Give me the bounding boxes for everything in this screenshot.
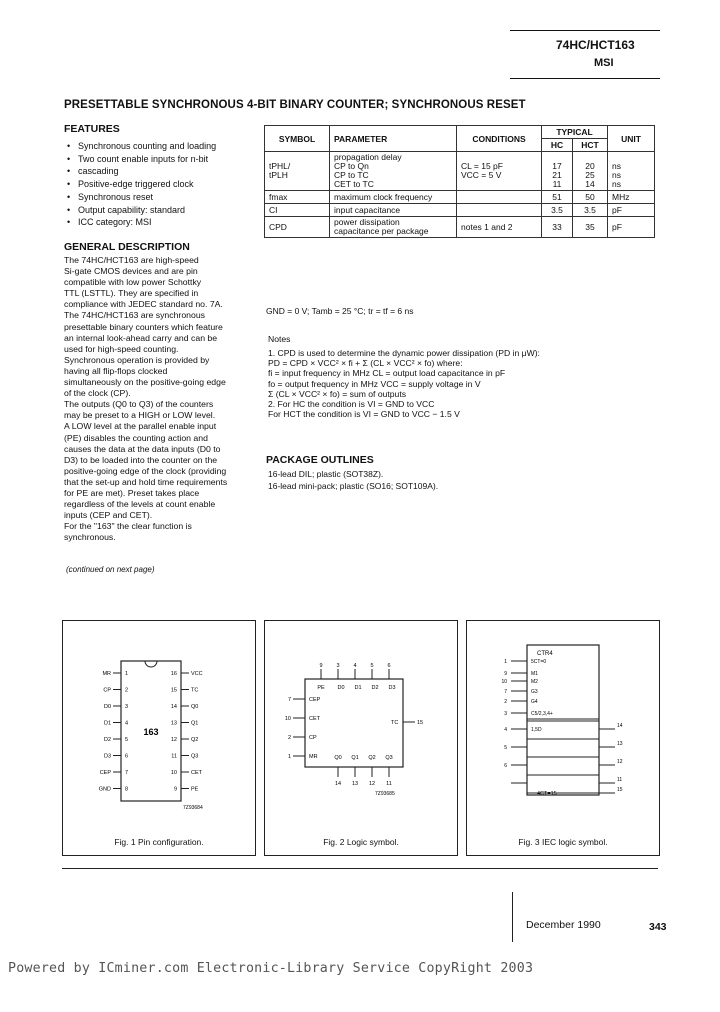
pin-number: 12: [170, 737, 177, 743]
feature-item: • ICC category: MSI: [64, 216, 264, 229]
table-row: [265, 191, 655, 204]
figure-iec-symbol: [466, 620, 660, 856]
figure-caption: Fig. 2 Logic symbol.: [323, 837, 399, 847]
pin-label: 5CT=0: [531, 659, 547, 665]
col-hc: HC: [542, 139, 573, 152]
pin-number: 9: [504, 671, 507, 677]
cell-hc: 17 21 11: [542, 152, 573, 191]
pin-number: 7: [125, 770, 129, 776]
pin-number: 3: [336, 663, 340, 669]
pin-label: M1: [531, 671, 538, 677]
cell-hc: 33: [542, 217, 573, 238]
cell-unit: ns ns ns: [608, 152, 655, 191]
pin-number: 2: [504, 699, 507, 705]
pin-label: CET: [309, 716, 320, 722]
pin-number: 6: [125, 753, 129, 760]
col-hct: HCT: [573, 139, 608, 152]
pin-number: 5: [504, 745, 507, 751]
pin-label: MR: [309, 754, 318, 760]
cell-symbol: CPD: [265, 217, 330, 238]
feature-item: • cascading: [64, 165, 264, 178]
pin-number: 11: [171, 753, 177, 760]
pin-number: 7: [287, 697, 291, 703]
pin-label: CEP: [309, 697, 321, 703]
pin-number: 1: [287, 754, 291, 760]
pin-label: D3: [103, 753, 111, 760]
powered-by-line: Powered by ICminer.com Electronic-Library Service CopyRight 2003: [8, 961, 534, 976]
cell-conditions: CL = 15 pF VCC = 5 V: [457, 152, 542, 191]
pin-number: 8: [125, 786, 129, 793]
package-heading: PACKAGE OUTLINES: [266, 454, 374, 466]
bit-cell: [527, 739, 599, 757]
pin-number: 3: [504, 711, 507, 717]
general-heading: GENERAL DESCRIPTION: [64, 241, 190, 253]
pin-label: Q0: [334, 755, 342, 761]
pin-number: 14: [170, 704, 177, 710]
pin-number: 4: [353, 663, 357, 669]
col-typical: TYPICAL: [542, 126, 608, 139]
figure-logic-symbol: [264, 620, 458, 856]
cell-hc: 51: [542, 191, 573, 204]
pin-label: MR: [102, 671, 111, 677]
pin-label: C5/2,3,4+: [531, 711, 553, 717]
pin-number: 10: [501, 679, 507, 685]
pin-number: 6: [387, 663, 391, 669]
pin-diagram: [63, 621, 255, 821]
pin-label: CEP: [99, 770, 111, 776]
pin-label: D2: [103, 737, 111, 743]
figure-caption: Fig. 3 IEC logic symbol.: [518, 837, 608, 847]
pin-number: 13: [351, 781, 359, 787]
pin-number: 15: [617, 787, 623, 793]
cell-symbol: tPHL/ tPLH: [265, 152, 330, 191]
figure-caption: Fig. 1 Pin configuration.: [114, 837, 204, 847]
figure-pin-configuration: [62, 620, 256, 856]
pin-label: TC: [391, 720, 399, 726]
pin-number: 1: [504, 659, 507, 665]
logic-diagram: [265, 621, 457, 821]
footer-rule: [62, 868, 658, 869]
pin-label: 1,5D: [531, 727, 542, 733]
features-heading: FEATURES: [64, 123, 120, 135]
cell-parameter: propagation delay CP to Qn CP to TC CET to TC: [330, 152, 457, 191]
cell-conditions: [457, 191, 542, 204]
bit-cell: [527, 757, 599, 775]
col-conditions: CONDITIONS: [457, 126, 542, 152]
cell-hct: 3.5: [573, 204, 608, 217]
col-symbol: SYMBOL: [265, 126, 330, 152]
col-parameter: PARAMETER: [330, 126, 457, 152]
pin-label: D1: [354, 685, 362, 691]
cell-symbol: fmax: [265, 191, 330, 204]
pin-label: CET: [191, 770, 202, 776]
pin-number: 6: [504, 763, 507, 769]
table-row: [265, 217, 655, 238]
category-label: MSI: [594, 57, 614, 69]
feature-item: • Output capability: standard: [64, 204, 264, 217]
pin-number: 4: [504, 727, 507, 733]
pin-number: 5: [370, 663, 374, 669]
pin-number: 2: [125, 687, 129, 694]
header-rule-bottom: [510, 78, 660, 79]
cell-unit: pF: [608, 204, 655, 217]
pin-number: 15: [417, 720, 424, 726]
pin-number: 5: [125, 737, 129, 743]
cell-symbol: CI: [265, 204, 330, 217]
cell-parameter: input capacitance: [330, 204, 457, 217]
cell-unit: MHz: [608, 191, 655, 204]
pin-number: 12: [368, 781, 376, 787]
pin-label: Q0: [191, 704, 199, 710]
table-footnote: GND = 0 V; Tamb = 25 °C; tr = tf = 6 ns: [266, 306, 414, 316]
cell-unit: pF: [608, 217, 655, 238]
pin-label: CP: [309, 735, 317, 741]
cell-conditions: [457, 204, 542, 217]
pin-number: 11: [617, 777, 623, 783]
features-list: [64, 140, 264, 229]
pin-number: 12: [617, 759, 623, 765]
col-unit: UNIT: [608, 126, 655, 152]
footer-date: December 1990: [526, 919, 601, 931]
pin-label: D2: [371, 685, 379, 691]
package-lines: 16-lead DIL; plastic (SOT38Z). 16-lead mini-pack; plastic (SO16; SOT109A).: [268, 469, 439, 491]
pin-number: 10: [170, 770, 177, 776]
cell-hct: 35: [573, 217, 608, 238]
pin-label: GND: [98, 786, 111, 793]
pin-label: PE: [191, 786, 199, 793]
pin-label: D3: [388, 685, 396, 691]
pin-number: 1: [125, 671, 129, 677]
pin-label: Q3: [191, 753, 199, 760]
feature-item: • Synchronous counting and loading: [64, 140, 264, 153]
cell-parameter: power dissipation capacitance per package: [330, 217, 457, 238]
cell-hct: 50: [573, 191, 608, 204]
general-description: The 74HC/HCT163 are high-speed Si-gate CMOS devices and are pin compatible with low power Schottky TTL (LSTTL). They are specified in compliance with JEDEC standard no. 7A. The 74HC/HCT163 are synchronous presettable binary counters which feature an internal look-ahead carry and can be used for high-speed counting. Synchronous operation is provided by having all flip-flops clocked simultaneously on the positive-going edge of the clock (CP). The outputs (Q0 to Q3) of the counters may be preset to a HIGH or LOW level. A LOW level at the parallel enable input (PE) disables the counting action and causes the data at the data inputs (D0 to D3) to be loaded into the counter on the positive-going edge of the clock (providing that the set-up and hold time requirements for PE are met). Preset takes place regardless of the levels at count enable inputs (CEP and CET). For the "163" the clear function is synchronous.: [64, 255, 228, 543]
pin-number: 14: [334, 781, 342, 787]
cell-parameter: maximum clock frequency: [330, 191, 457, 204]
pin-number: 9: [173, 786, 177, 793]
pin-label: D0: [103, 704, 111, 710]
pin-number: 15: [170, 687, 177, 694]
pin-label: D1: [103, 720, 111, 727]
page-title: PRESETTABLE SYNCHRONOUS 4-BIT BINARY COUNTER; SYNCHRONOUS RESET: [64, 99, 526, 111]
notes-heading: Notes: [268, 334, 291, 344]
pin-number: 3: [125, 704, 129, 710]
pin-label: M2: [531, 679, 538, 685]
pin-label: G3: [531, 689, 538, 695]
pin-number: 7: [504, 689, 507, 695]
cell-hc: 3.5: [542, 204, 573, 217]
block-title: CTR4: [537, 651, 553, 657]
continued-note: (continued on next page): [66, 565, 155, 574]
pin-number: 13: [170, 720, 177, 727]
chip-label: 163: [143, 727, 159, 737]
pin-number: 4: [125, 720, 129, 727]
notes-body: 1. CPD is used to determine the dynamic power dissipation (PD in μW): PD = CPD × VCC² × fi + Σ (CL × VCC² × fo) where: fi = input frequency in MHz CL = output load capacitance in pF fo = output frequency in MHz VCC = supply voltage in V Σ (CL × VCC² × fo) = sum of outputs 2. For HC the condition is VI = GND to VCC For HCT the condition is VI = GND to VCC − 1.5 V: [268, 348, 540, 420]
feature-item: • Synchronous reset: [64, 191, 264, 204]
pin-number: 13: [617, 741, 623, 747]
pin-label: CP: [103, 687, 111, 694]
figure-code: 7Z93685: [375, 791, 395, 797]
footer-divider: [512, 892, 513, 942]
pin-number: 11: [386, 781, 392, 787]
page-number: 343: [649, 921, 667, 933]
pin-label: Q2: [368, 755, 376, 761]
header-rule-top: [510, 30, 660, 31]
table-row: [265, 152, 655, 191]
feature-item: • Two count enable inputs for n-bit: [64, 153, 264, 166]
pin-label: 4CT=15: [537, 791, 557, 797]
iec-diagram: [467, 621, 659, 821]
figure-code: 7Z93684: [183, 805, 203, 811]
pin-number: 14: [617, 723, 623, 729]
pin-number: 16: [170, 671, 177, 677]
cell-hct: 20 25 14: [573, 152, 608, 191]
pin-label: Q3: [385, 755, 393, 761]
pin-number: 9: [319, 663, 323, 669]
pin-label: PE: [317, 685, 325, 691]
pin-label: Q2: [191, 737, 199, 743]
spec-table: [264, 125, 655, 238]
pin-label: G4: [531, 699, 538, 705]
table-row: [265, 204, 655, 217]
pin-label: TC: [191, 687, 199, 694]
pin-number: 2: [287, 735, 291, 741]
pin-label: D0: [337, 685, 345, 691]
pin-label: Q1: [351, 755, 359, 761]
part-number: 74HC/HCT163: [556, 38, 635, 52]
pin-label: VCC: [191, 671, 203, 677]
pin-label: Q1: [191, 720, 199, 727]
feature-item: • Positive-edge triggered clock: [64, 178, 264, 191]
pin-number: 10: [284, 716, 291, 722]
cell-conditions: notes 1 and 2: [457, 217, 542, 238]
